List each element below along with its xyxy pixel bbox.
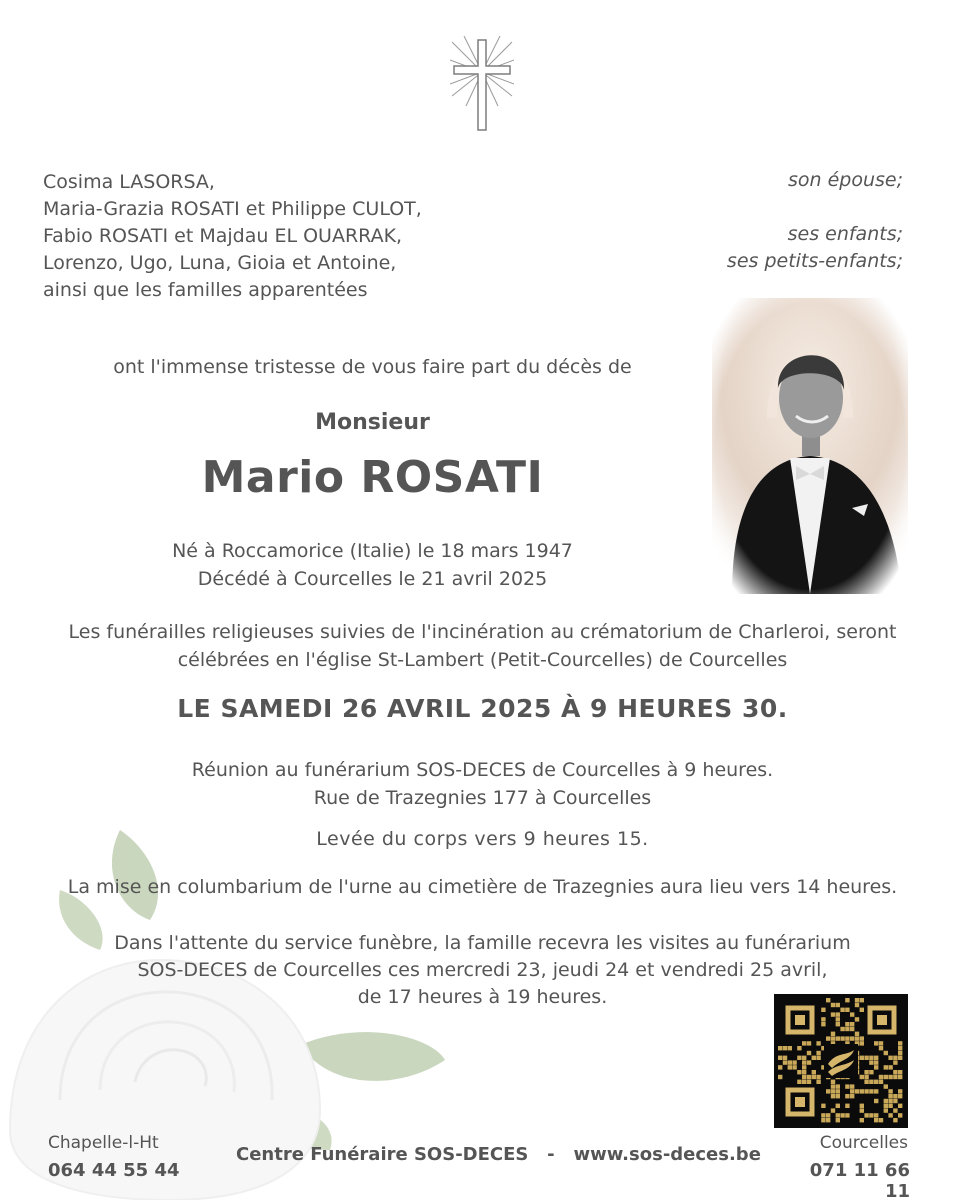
death-line: Décédé à Courcelles le 21 avril 2025 bbox=[197, 568, 548, 590]
honorific: Monsieur bbox=[315, 410, 430, 435]
relation-children: ses enfants; bbox=[787, 223, 903, 245]
footer-left-phone[interactable]: 064 44 55 44 bbox=[48, 1160, 180, 1181]
life-dates bbox=[0, 537, 745, 593]
relation-spouse: son épouse; bbox=[787, 169, 903, 191]
family-line: Lorenzo, Ugo, Luna, Gioia et Antoine, bbox=[43, 252, 397, 274]
deceased-name: Mario ROSATI bbox=[201, 452, 544, 503]
family-line: Cosima LASORSA, bbox=[43, 171, 215, 193]
relation-grandchildren: ses petits-enfants; bbox=[726, 250, 903, 272]
funeral-text bbox=[0, 618, 965, 674]
intro-text: ont l'immense tristesse de vous faire part du décès de bbox=[113, 356, 632, 378]
funeral-line: Les funérailles religieuses suivies de l'incinération au crématorium de Charleroi, seront bbox=[68, 621, 897, 643]
footer-company-website[interactable]: Centre Funéraire SOS-DECES - www.sos-deces.be bbox=[236, 1144, 761, 1165]
visit-line: Dans l'attente du service funèbre, la famille recevra les visites au funérarium bbox=[114, 932, 851, 954]
levee-text: Levée du corps vers 9 heures 15. bbox=[316, 828, 649, 850]
birth-line: Né à Roccamorice (Italie) le 18 mars 1947 bbox=[172, 540, 573, 562]
reunion-address: Rue de Trazegnies 177 à Courcelles bbox=[313, 787, 652, 809]
family-list bbox=[43, 169, 422, 304]
family-line: Fabio ROSATI et Majdau EL OUARRAK, bbox=[43, 225, 403, 247]
visit-line: de 17 heures à 19 heures. bbox=[357, 986, 608, 1008]
footer-left-city: Chapelle-l-Ht bbox=[48, 1133, 159, 1153]
family-line: Maria-Grazia ROSATI et Philippe CULOT, bbox=[43, 198, 422, 220]
qr-code[interactable] bbox=[774, 994, 908, 1128]
cross-icon bbox=[450, 36, 514, 132]
funeral-line: célébrées en l'église St-Lambert (Petit-Courcelles) de Courcelles bbox=[177, 649, 788, 671]
visit-line: SOS-DECES de Courcelles ces mercredi 23, jeudi 24 et vendredi 25 avril, bbox=[137, 959, 828, 981]
footer-center-text bbox=[236, 1144, 761, 1165]
family-line: ainsi que les familles apparentées bbox=[43, 279, 368, 301]
footer-right-phone[interactable]: 071 11 66 11 bbox=[809, 1160, 910, 1202]
reunion-line: Réunion au funérarium SOS-DECES de Courcelles à 9 heures. bbox=[191, 759, 774, 781]
footer-right-city: Courcelles bbox=[819, 1133, 908, 1153]
columbarium-text: La mise en columbarium de l'urne au cimetière de Trazegnies aura lieu vers 14 heures. bbox=[67, 876, 898, 898]
funeral-date: LE SAMEDI 26 AVRIL 2025 À 9 HEURES 30. bbox=[177, 694, 788, 723]
reunion-text bbox=[0, 756, 965, 812]
